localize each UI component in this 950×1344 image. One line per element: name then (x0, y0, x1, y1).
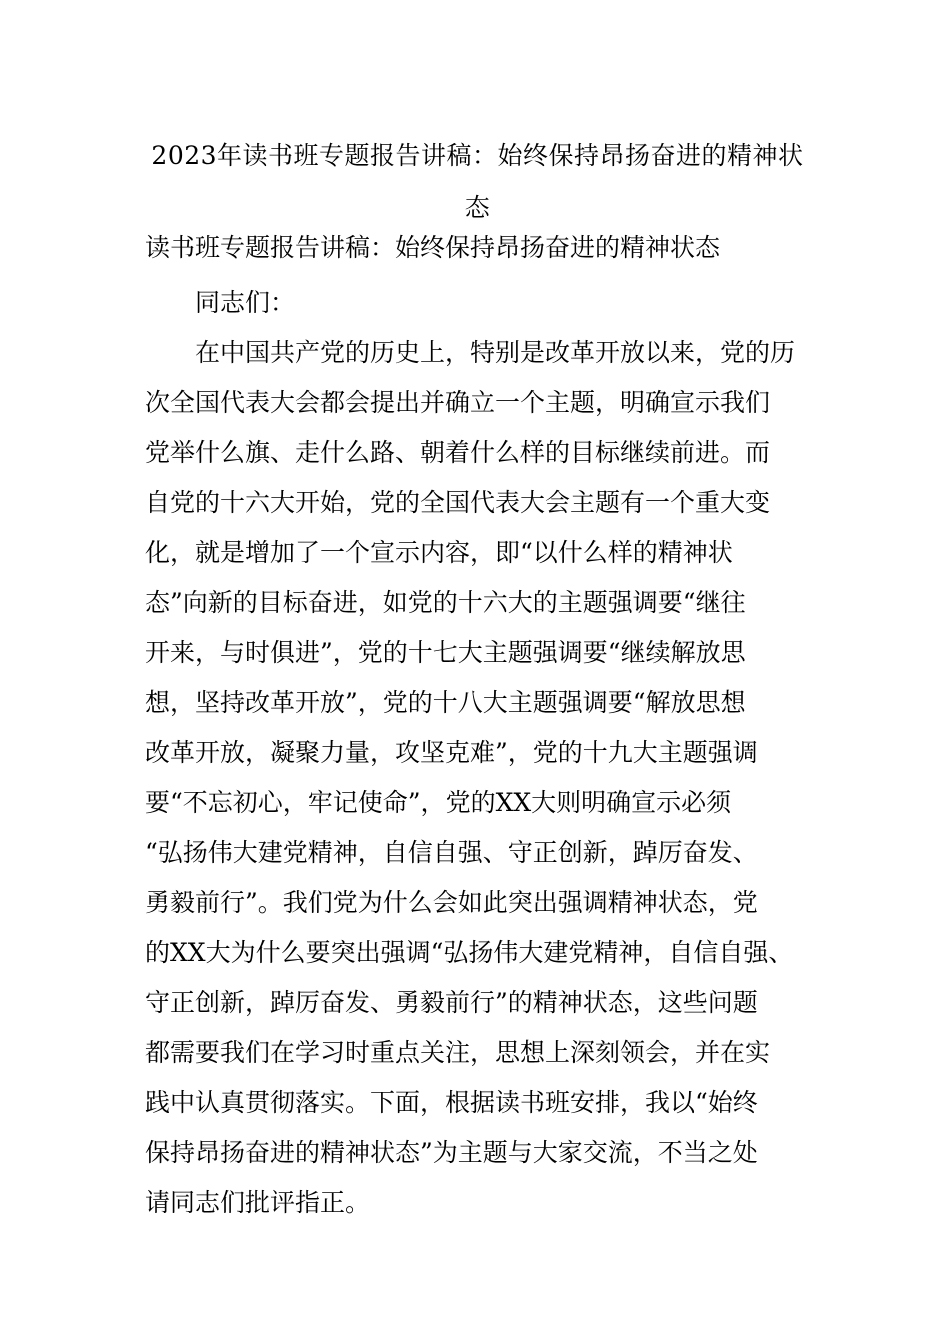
text-line: 党举什么旗、走什么路、朝着什么样的目标继续前进。而 (145, 438, 771, 467)
title-line-2: 态 (464, 193, 491, 222)
text-line: 开来，与时俱进”，党的十七大主题强调要“继续解放思 (145, 638, 746, 667)
text-line: “弘扬伟大建党精神，自信自强、守正创新，踔厉奋发、 (145, 838, 758, 867)
body-text (145, 278, 825, 1228)
text-line: 保持昂扬奋进的精神状态”为主题与大家交流，不当之处 (145, 1138, 758, 1167)
text-line: 的XX大为什么要突出强调“弘扬伟大建党精神，自信自强、 (145, 938, 794, 967)
text-line: 要“不忘初心，牢记使命”，党的XX大则明确宣示必须 (145, 788, 732, 817)
text-line: 践中认真贯彻落实。下面，根据读书班安排，我以“始终 (145, 1088, 758, 1117)
text-line: 都需要我们在学习时重点关注，思想上深刻领会，并在实 (145, 1038, 771, 1067)
text-line: 化，就是增加了一个宣示内容，即“以什么样的精神状 (145, 538, 733, 567)
text-line: 改革开放，凝聚力量，攻坚克难”，党的十九大主题强调 (145, 738, 758, 767)
text-line: 态”向新的目标奋进，如党的十六大的主题强调要“继往 (145, 588, 746, 617)
text-line: 想，坚持改革开放”，党的十八大主题强调要“解放思想 (145, 688, 746, 717)
text-line: 守正创新，踔厉奋发、勇毅前行”的精神状态，这些问题 (145, 988, 758, 1017)
text-line: 次全国代表大会都会提出并确立一个主题，明确宣示我们 (145, 388, 771, 417)
document-subtitle: 读书班专题报告讲稿：始终保持昂扬奋进的精神状态 (145, 233, 721, 262)
text-line: 勇毅前行”。我们党为什么会如此突出强调精神状态，党 (145, 888, 758, 917)
document-title (145, 130, 810, 234)
text-line: 自党的十六大开始，党的全国代表大会主题有一个重大变 (145, 488, 771, 517)
text-line: 同志们： (145, 288, 296, 317)
text-line: 在中国共产党的历史上，特别是改革开放以来，党的历 (145, 338, 796, 367)
text-line: 请同志们批评指正。 (145, 1188, 371, 1217)
title-line-1: 2023年读书班专题报告讲稿：始终保持昂扬奋进的精神状 (151, 141, 804, 170)
